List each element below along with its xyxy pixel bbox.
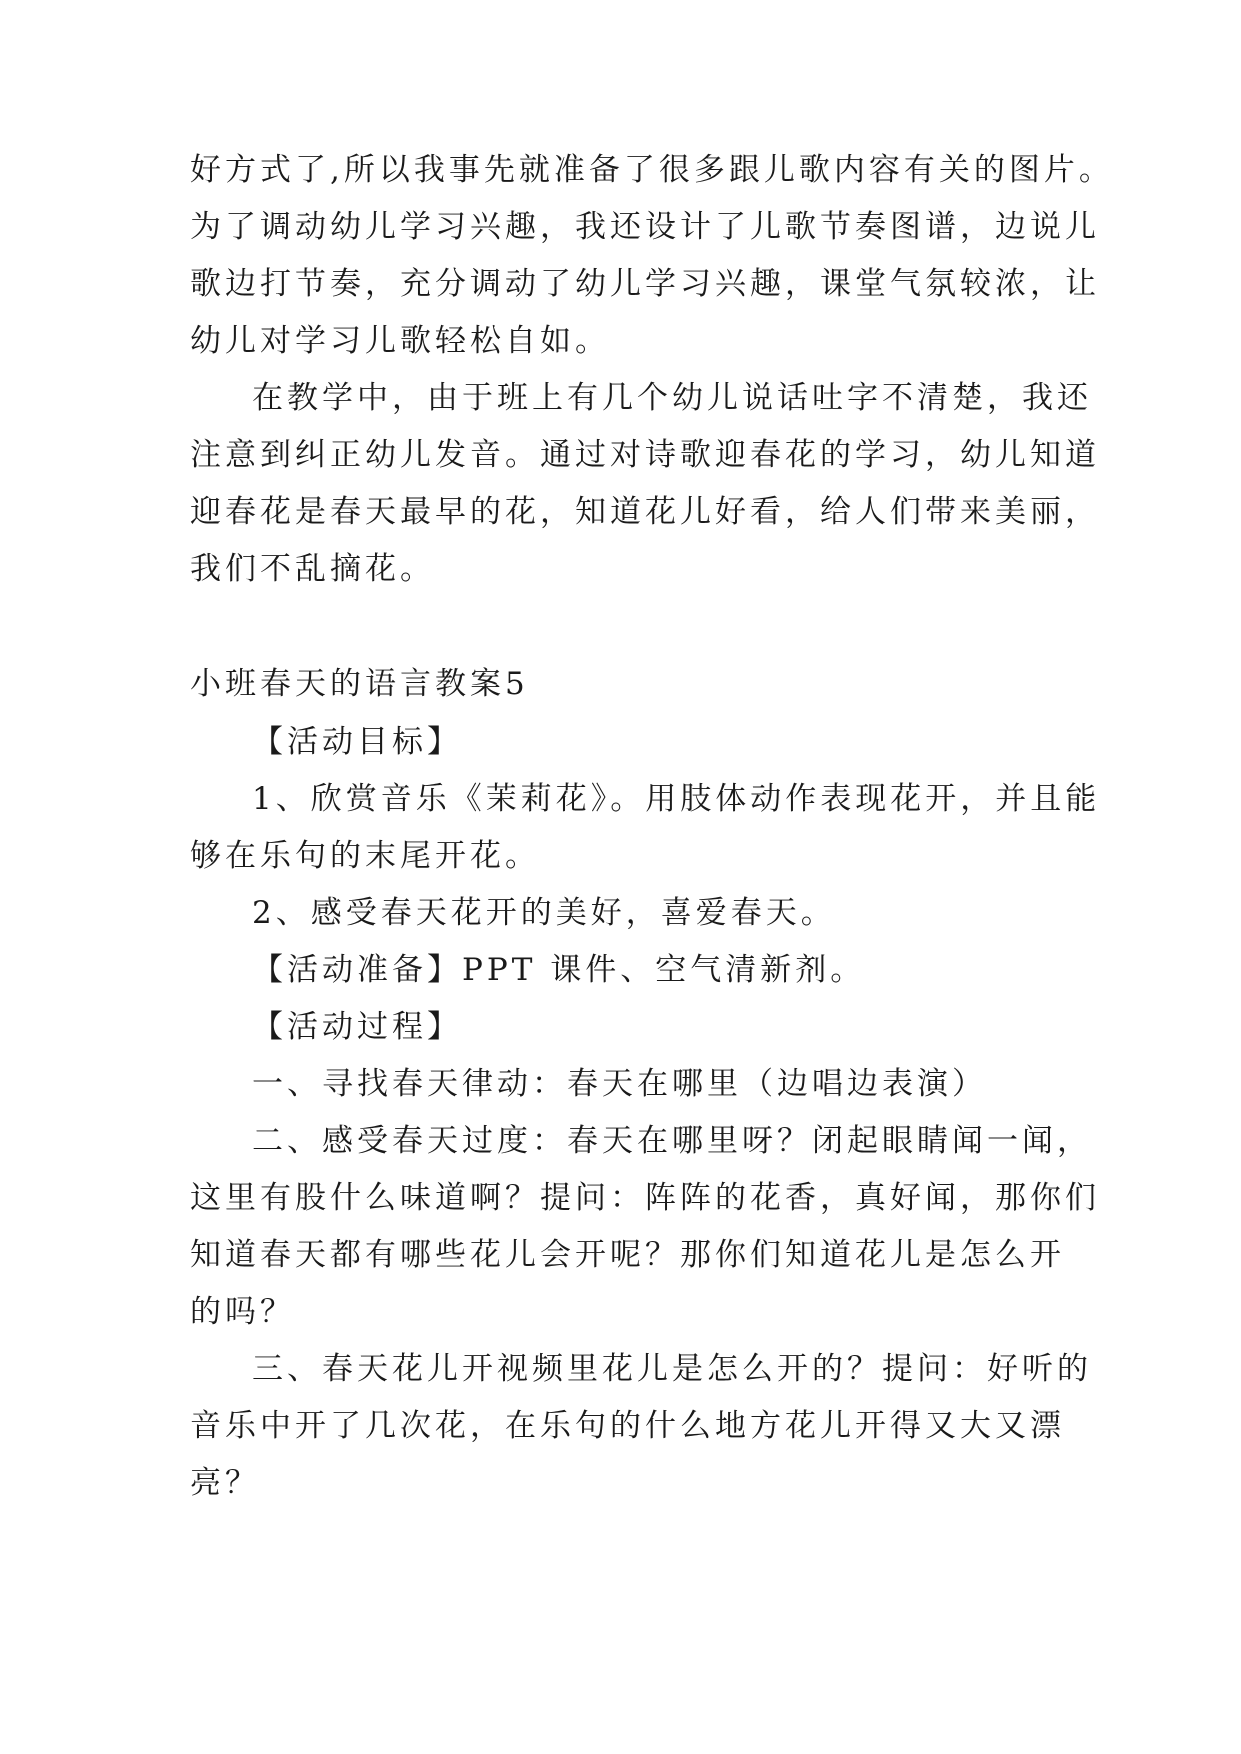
paragraph-line: 在教学中，由于班上有几个幼儿说话吐字不清楚，我还 xyxy=(252,380,1092,416)
paragraph-line: 的吗？ xyxy=(190,1294,295,1330)
section-heading: 【活动准备】PPT 课件、空气清新剂。 xyxy=(252,952,866,988)
paragraph-line: 1、欣赏音乐《茉莉花》。用肢体动作表现花开，并且能 xyxy=(252,781,1101,817)
paragraph-line: 亮？ xyxy=(190,1465,260,1501)
paragraph-line: 幼儿对学习儿歌轻松自如。 xyxy=(190,323,610,359)
paragraph-line: 好方式了,所以我事先就准备了很多跟儿歌内容有关的图片。 xyxy=(190,152,1114,188)
paragraph-line: 为了调动幼儿学习兴趣，我还设计了儿歌节奏图谱，边说儿 xyxy=(190,209,1100,245)
paragraph-line: 迎春花是春天最早的花，知道花儿好看，给人们带来美丽， xyxy=(190,494,1100,530)
paragraph-line: 这里有股什么味道啊？提问：阵阵的花香，真好闻，那你们 xyxy=(190,1180,1100,1216)
paragraph-line: 2、感受春天花开的美好，喜爱春天。 xyxy=(252,895,836,931)
paragraph-line: 我们不乱摘花。 xyxy=(190,551,435,587)
paragraph-line: 歌边打节奏，充分调动了幼儿学习兴趣，课堂气氛较浓，让 xyxy=(190,266,1100,302)
paragraph-line: 二、感受春天过度：春天在哪里呀？闭起眼睛闻一闻， xyxy=(252,1123,1092,1159)
section-heading: 【活动过程】 xyxy=(252,1009,462,1045)
section-title: 小班春天的语言教案5 xyxy=(190,666,529,702)
paragraph-line: 注意到纠正幼儿发音。通过对诗歌迎春花的学习，幼儿知道 xyxy=(190,437,1100,473)
paragraph-line: 一、寻找春天律动：春天在哪里（边唱边表演） xyxy=(252,1066,987,1102)
section-heading: 【活动目标】 xyxy=(252,724,462,760)
paragraph-line: 知道春天都有哪些花儿会开呢？那你们知道花儿是怎么开 xyxy=(190,1237,1065,1273)
paragraph-line: 音乐中开了几次花，在乐句的什么地方花儿开得又大又漂 xyxy=(190,1408,1065,1444)
paragraph-line: 三、春天花儿开视频里花儿是怎么开的？提问：好听的 xyxy=(252,1351,1092,1387)
paragraph-line: 够在乐句的末尾开花。 xyxy=(190,838,540,874)
